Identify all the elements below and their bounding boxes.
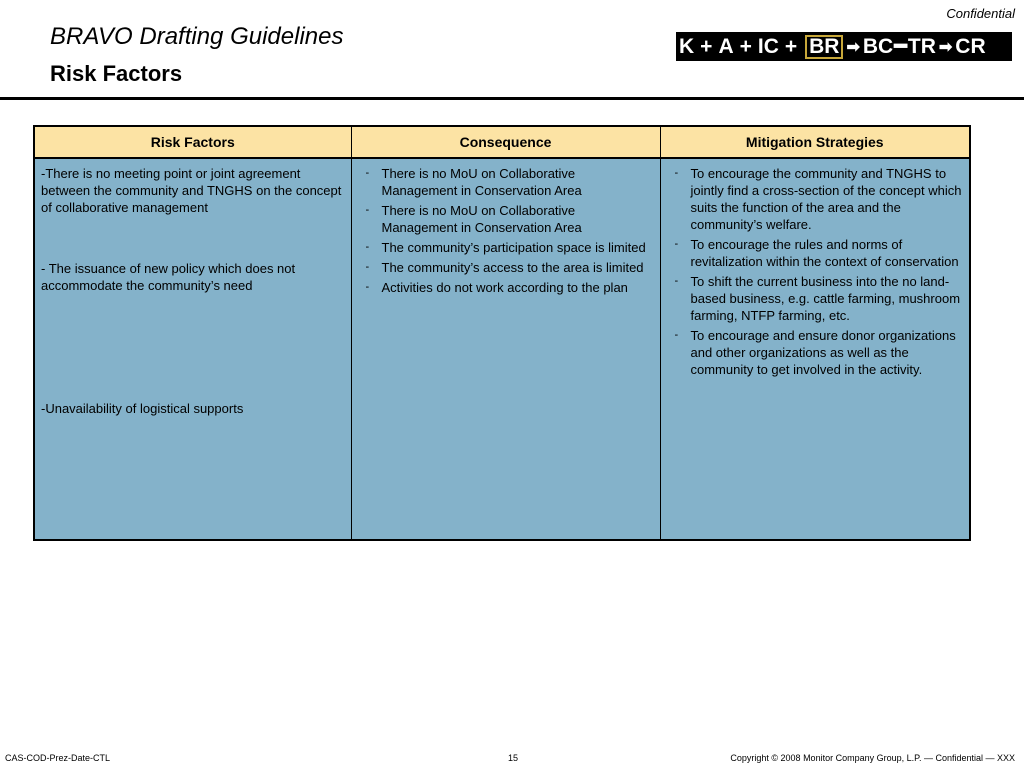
formula-cr: CR (955, 34, 986, 58)
formula-plus: + (700, 34, 713, 58)
consequence-group (358, 279, 654, 296)
mitigation-item: - To encourage the rules and norms of revitalization within the context of conservation (667, 236, 964, 270)
footer-doc-code: CAS-COD-Prez-Date-CTL (5, 753, 111, 763)
page-subtitle: Risk Factors (50, 61, 183, 86)
consequence-item: - There is no MoU on Collaborative Management in Conservation Area (358, 165, 654, 199)
formula-ic: IC (757, 34, 779, 58)
footer-page-number: 15 (508, 753, 519, 763)
header-mitigation-strategies: Mitigation Strategies (660, 126, 970, 158)
mitigation-cell (660, 158, 970, 540)
consequence-cell (351, 158, 660, 540)
mitigation-item: - To shift the current business into the no land-based business, e.g. cattle farming, mushroom farming, NTFP farming, etc. (667, 273, 964, 324)
confidential-label: Confidential (946, 6, 1015, 21)
dash-icon: ━ (894, 35, 907, 58)
formula-k: K (679, 34, 695, 58)
formula-tr: TR (907, 34, 936, 58)
mitigation-group (667, 165, 964, 233)
arrow-right-icon: ➡ (938, 38, 953, 56)
table-header-row (34, 126, 970, 158)
formula-br-highlighted: BR (805, 35, 843, 59)
consequence-group (358, 165, 654, 199)
arrow-right-icon: ➡ (846, 38, 860, 56)
risk-factor-item: -There is no meeting point or joint agreement between the community and TNGHS on the concept of collaborative management (41, 166, 342, 215)
consequence-group (358, 202, 654, 276)
page-title: BRAVO Drafting Guidelines (50, 23, 344, 50)
consequence-item: - There is no MoU on Collaborative Management in Conservation Area (358, 202, 654, 236)
consequence-item: - The community’s participation space is limited (358, 239, 654, 256)
formula-plus: + (739, 34, 752, 58)
process-formula-banner (676, 32, 1012, 61)
footer-copyright: Copyright © 2008 Monitor Company Group, L.P. — Confidential — XXX (730, 753, 1015, 763)
header-risk-factors: Risk Factors (34, 126, 351, 158)
risk-factors-cell (34, 158, 351, 540)
consequence-item: - The community’s access to the area is limited (358, 259, 654, 276)
formula-bc: BC (862, 34, 894, 58)
mitigation-group (667, 236, 964, 324)
consequence-item: - Activities do not work according to the plan (358, 279, 654, 296)
mitigation-item: - To encourage the community and TNGHS to jointly find a cross-section of the concept which suits the function of the area and the community’s welfare. (667, 165, 964, 233)
formula-plus: + (784, 34, 798, 58)
risk-factors-table (33, 125, 971, 541)
table-row (34, 158, 970, 540)
formula-a: A (718, 34, 734, 58)
mitigation-item: - To encourage and ensure donor organizations and other organizations as well as the community to get involved in the activity. (667, 327, 964, 378)
mitigation-group (667, 327, 964, 378)
risk-factor-item: - The issuance of new policy which does not accommodate the community’s need (41, 261, 296, 293)
header-consequence: Consequence (351, 126, 660, 158)
risk-factor-item: -Unavailability of logistical supports (41, 401, 244, 416)
header-divider (0, 97, 1024, 100)
